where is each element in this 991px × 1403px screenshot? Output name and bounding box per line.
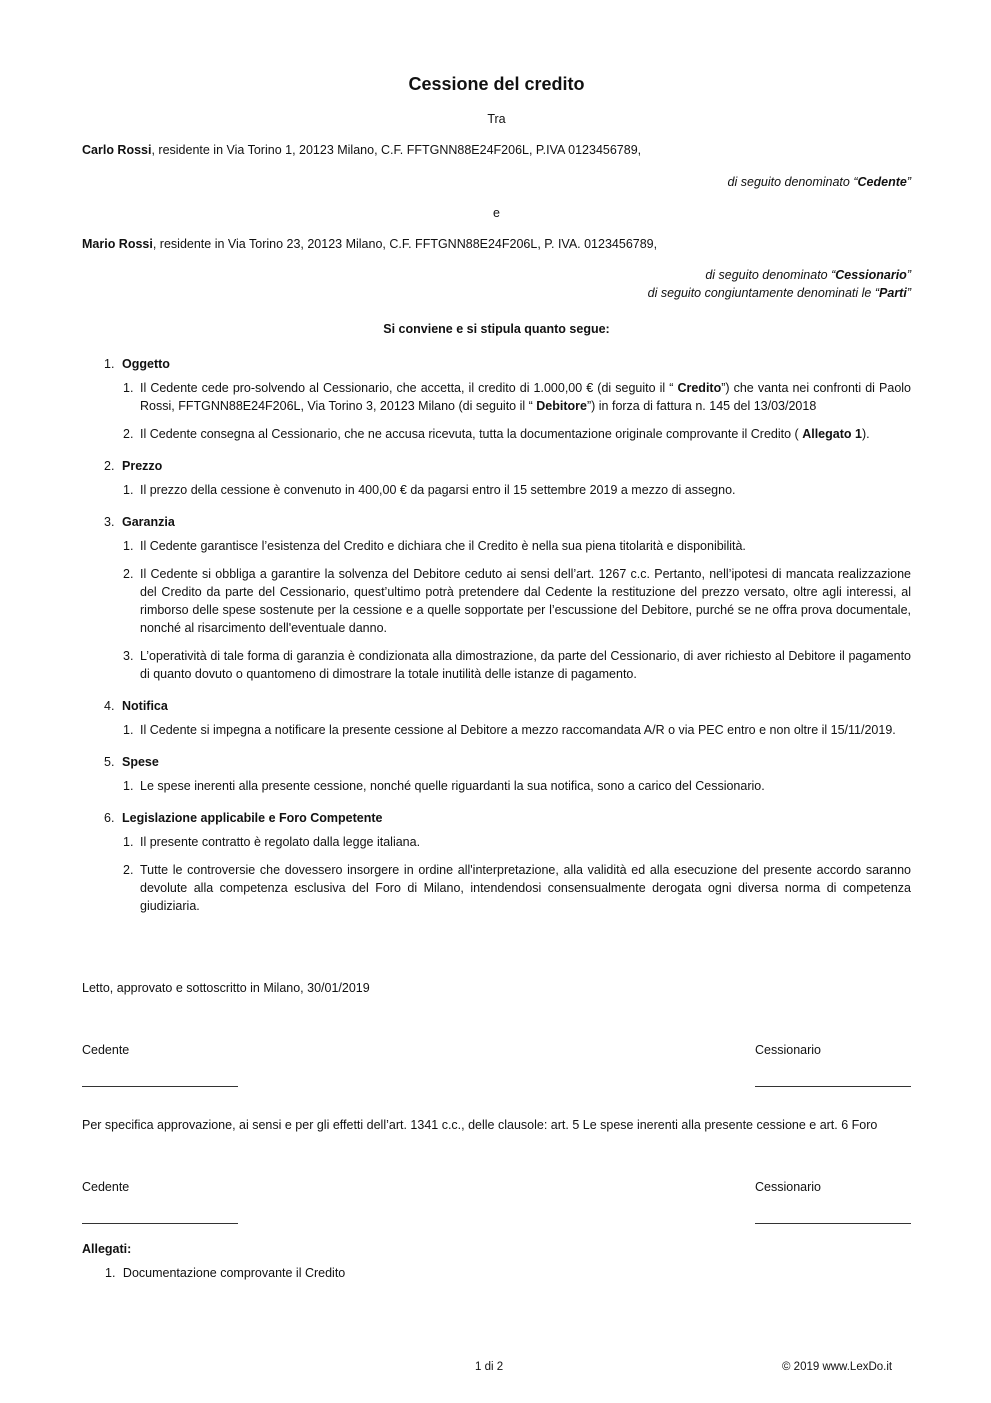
agreement-heading: Si conviene e si stipula quanto segue: bbox=[383, 322, 610, 336]
parties-joint-prefix: di seguito congiuntamente denominati le “ bbox=[647, 286, 880, 300]
clause-section bbox=[82, 809, 911, 915]
clause-item-text bbox=[140, 565, 911, 637]
clause-heading bbox=[82, 809, 911, 827]
clause-text: Il presente contratto è regolato dalla legge italiana. bbox=[140, 835, 421, 849]
clause-text: ). bbox=[861, 427, 870, 441]
clause-title: Oggetto bbox=[122, 357, 170, 371]
signature-label-cedente: Cedente bbox=[82, 1043, 130, 1057]
clause-item-text bbox=[140, 379, 911, 415]
clause-heading bbox=[82, 697, 911, 715]
clause-item-number: 1. bbox=[123, 539, 134, 553]
clause-number: 3. bbox=[104, 515, 115, 529]
clause-item bbox=[82, 379, 911, 415]
clause-number: 4. bbox=[104, 699, 115, 713]
party2-role-prefix: di seguito denominato “ bbox=[705, 268, 836, 282]
party2-name: Mario Rossi bbox=[82, 237, 153, 251]
clause-item bbox=[82, 481, 911, 499]
clause-heading bbox=[82, 457, 911, 475]
clause-item-text bbox=[140, 425, 911, 443]
clause-item-text bbox=[140, 833, 911, 851]
clause-item-text bbox=[140, 777, 911, 795]
clause-item-text bbox=[140, 537, 911, 555]
party2-line bbox=[82, 235, 911, 253]
clause-heading bbox=[82, 355, 911, 373]
clause-text: Il Cedente si obbliga a garantire la solvenza del Debitore ceduto ai sensi dell’art. 1267 c.c. Pertanto, nell’ipotesi di mancata realizzazione del Credito da parte del Cessionario, quest’ultimo potrà pretendere dal Cedente la restituzione del prezzo versato, oltre agli interessi, al rimborso delle spese sostenute per la cessione e a quelle sopportate per l’escussione del Debitore, purché se ne offra prova documentale, nonché al risarcimento dell'eventuale danno. bbox=[140, 567, 911, 635]
clause-title: Spese bbox=[122, 755, 159, 769]
and-label: e bbox=[493, 206, 500, 220]
clause-text: L’operatività di tale forma di garanzia è condizionata alla dimostrazione, da parte del Cessionario, di aver richiesto al Debitore il pagamento di quanto dovuto o quantomeno di dimostrare la totale inutilità delle istanze di pagamento. bbox=[140, 649, 911, 681]
clause-item-number: 2. bbox=[123, 567, 134, 581]
clauses-list bbox=[82, 355, 911, 929]
clause-item bbox=[82, 721, 911, 739]
clause-heading bbox=[82, 513, 911, 531]
clause-item bbox=[82, 537, 911, 555]
clause-section bbox=[82, 513, 911, 683]
clause-item-number: 3. bbox=[123, 649, 134, 663]
clause-item bbox=[82, 647, 911, 683]
clause-item-text bbox=[140, 861, 911, 915]
clause-item bbox=[82, 861, 911, 915]
clause-item-number: 1. bbox=[123, 483, 134, 497]
clause-text: Le spese inerenti alla presente cessione, nonché quelle riguardanti la sua notifica, sono a carico del Cessionario. bbox=[140, 779, 765, 793]
clause-item-number: 1. bbox=[123, 723, 134, 737]
clause-text: ”) in forza di fattura n. 145 del 13/03/2018 bbox=[586, 399, 817, 413]
party2-role-line bbox=[82, 266, 911, 284]
defined-term: Credito bbox=[677, 381, 722, 395]
clause-item-text bbox=[140, 481, 911, 499]
page-number: 1 di 2 bbox=[475, 1361, 504, 1373]
document-title: Cessione del credito bbox=[408, 74, 585, 94]
clause-text: Il Cedente cede pro-solvendo al Cessionario, che accetta, il credito di 1.000,00 € (di seguito il “ bbox=[140, 381, 678, 395]
parties-joint-suffix: ” bbox=[906, 286, 911, 300]
parties-joint: Parti bbox=[879, 286, 907, 300]
defined-term: Allegato 1 bbox=[802, 427, 862, 441]
clause-title: Notifica bbox=[122, 699, 168, 713]
party1-role-prefix: di seguito denominato “ bbox=[727, 175, 858, 189]
signed-place-date: Letto, approvato e sottoscritto in Milano, 30/01/2019 bbox=[82, 981, 370, 995]
clause-text: Il Cedente garantisce l’esistenza del Credito e dichiara che il Credito è nella sua piena titolarità e disponibilità. bbox=[140, 539, 746, 553]
clause-item bbox=[82, 565, 911, 637]
signature-line-cedente-2 bbox=[82, 1223, 238, 1224]
clause-title: Legislazione applicabile e Foro Competente bbox=[122, 811, 383, 825]
clause-item bbox=[82, 833, 911, 851]
clause-item bbox=[82, 425, 911, 443]
defined-term: Debitore bbox=[536, 399, 587, 413]
clause-item-number: 1. bbox=[123, 381, 134, 395]
clause-number: 6. bbox=[104, 811, 115, 825]
clause-title: Garanzia bbox=[122, 515, 175, 529]
clause-text: Il Cedente si impegna a notificare la presente cessione al Debitore a mezzo raccomandata A/R o via PEC entro e non oltre il 15/11/2019. bbox=[140, 723, 896, 737]
party1-role-suffix: ” bbox=[906, 175, 911, 189]
parties-joint-line bbox=[82, 284, 911, 302]
clause-text: ”) che vanta nei confronti di Paolo Rossi, FFTGNN88E24F206L, Via Torino 3, 20123 Milano (di seguito il “ bbox=[140, 381, 911, 413]
document-page bbox=[82, 0, 911, 1403]
between-label: Tra bbox=[487, 112, 506, 126]
clause-text: Il prezzo della cessione è convenuto in 400,00 € da pagarsi entro il 15 settembre 2019 a mezzo di assegno. bbox=[140, 483, 736, 497]
clause-number: 1. bbox=[104, 357, 115, 371]
clause-section bbox=[82, 457, 911, 499]
signature-label-cedente-2: Cedente bbox=[82, 1180, 130, 1194]
clause-text: Il Cedente consegna al Cessionario, che ne accusa ricevuta, tutta la documentazione originale comprovante il Credito ( bbox=[140, 427, 803, 441]
clause-text: Tutte le controversie che dovessero insorgere in ordine all'interpretazione, alla validità ed alla esecuzione del presente accordo saranno devolute alla competenza esclusiva del Foro di Milano, intendendosi consensualmente derogata ogni diversa norma di competenza giudiziaria. bbox=[140, 863, 911, 913]
clause-title: Prezzo bbox=[122, 459, 163, 473]
signature-line-cedente bbox=[82, 1086, 238, 1087]
attachment-item bbox=[105, 1264, 934, 1282]
clause-heading bbox=[82, 753, 911, 771]
clause-number: 5. bbox=[104, 755, 115, 769]
clause-section bbox=[82, 753, 911, 795]
clause-section bbox=[82, 355, 911, 443]
party2-role: Cessionario bbox=[835, 268, 907, 282]
attachments-heading: Allegati: bbox=[82, 1242, 132, 1256]
specific-approval: Per specifica approvazione, ai sensi e per gli effetti dell’art. 1341 c.c., delle clausole: art. 5 Le spese inerenti alla presente cessione e art. 6 Foro bbox=[82, 1118, 878, 1132]
party1-name: Carlo Rossi bbox=[82, 143, 152, 157]
signature-label-cessionario-2: Cessionario bbox=[755, 1180, 822, 1194]
party2-role-suffix: ” bbox=[906, 268, 911, 282]
clause-item-text bbox=[140, 647, 911, 683]
party1-line bbox=[82, 141, 911, 159]
party1-role: Cedente bbox=[857, 175, 907, 189]
attachment-num: 1. bbox=[105, 1266, 116, 1280]
clause-section bbox=[82, 697, 911, 739]
clause-item-number: 2. bbox=[123, 863, 134, 877]
clause-item-number: 1. bbox=[123, 779, 134, 793]
signature-line-cessionario-2 bbox=[755, 1223, 911, 1224]
copyright: © 2019 www.LexDo.it bbox=[782, 1361, 893, 1373]
clause-item-number: 1. bbox=[123, 835, 134, 849]
signature-label-cessionario: Cessionario bbox=[755, 1043, 822, 1057]
clause-number: 2. bbox=[104, 459, 115, 473]
clause-item-text bbox=[140, 721, 911, 739]
party1-details: , residente in Via Torino 1, 20123 Milano, C.F. FFTGNN88E24F206L, P.IVA 0123456789, bbox=[151, 143, 642, 157]
attachment-text: Documentazione comprovante il Credito bbox=[122, 1266, 346, 1280]
signature-line-cessionario bbox=[755, 1086, 911, 1087]
clause-item-number: 2. bbox=[123, 427, 134, 441]
party2-details: , residente in Via Torino 23, 20123 Milano, C.F. FFTGNN88E24F206L, P. IVA. 0123456789, bbox=[152, 237, 658, 251]
clause-item bbox=[82, 777, 911, 795]
party1-role-line bbox=[82, 173, 911, 191]
